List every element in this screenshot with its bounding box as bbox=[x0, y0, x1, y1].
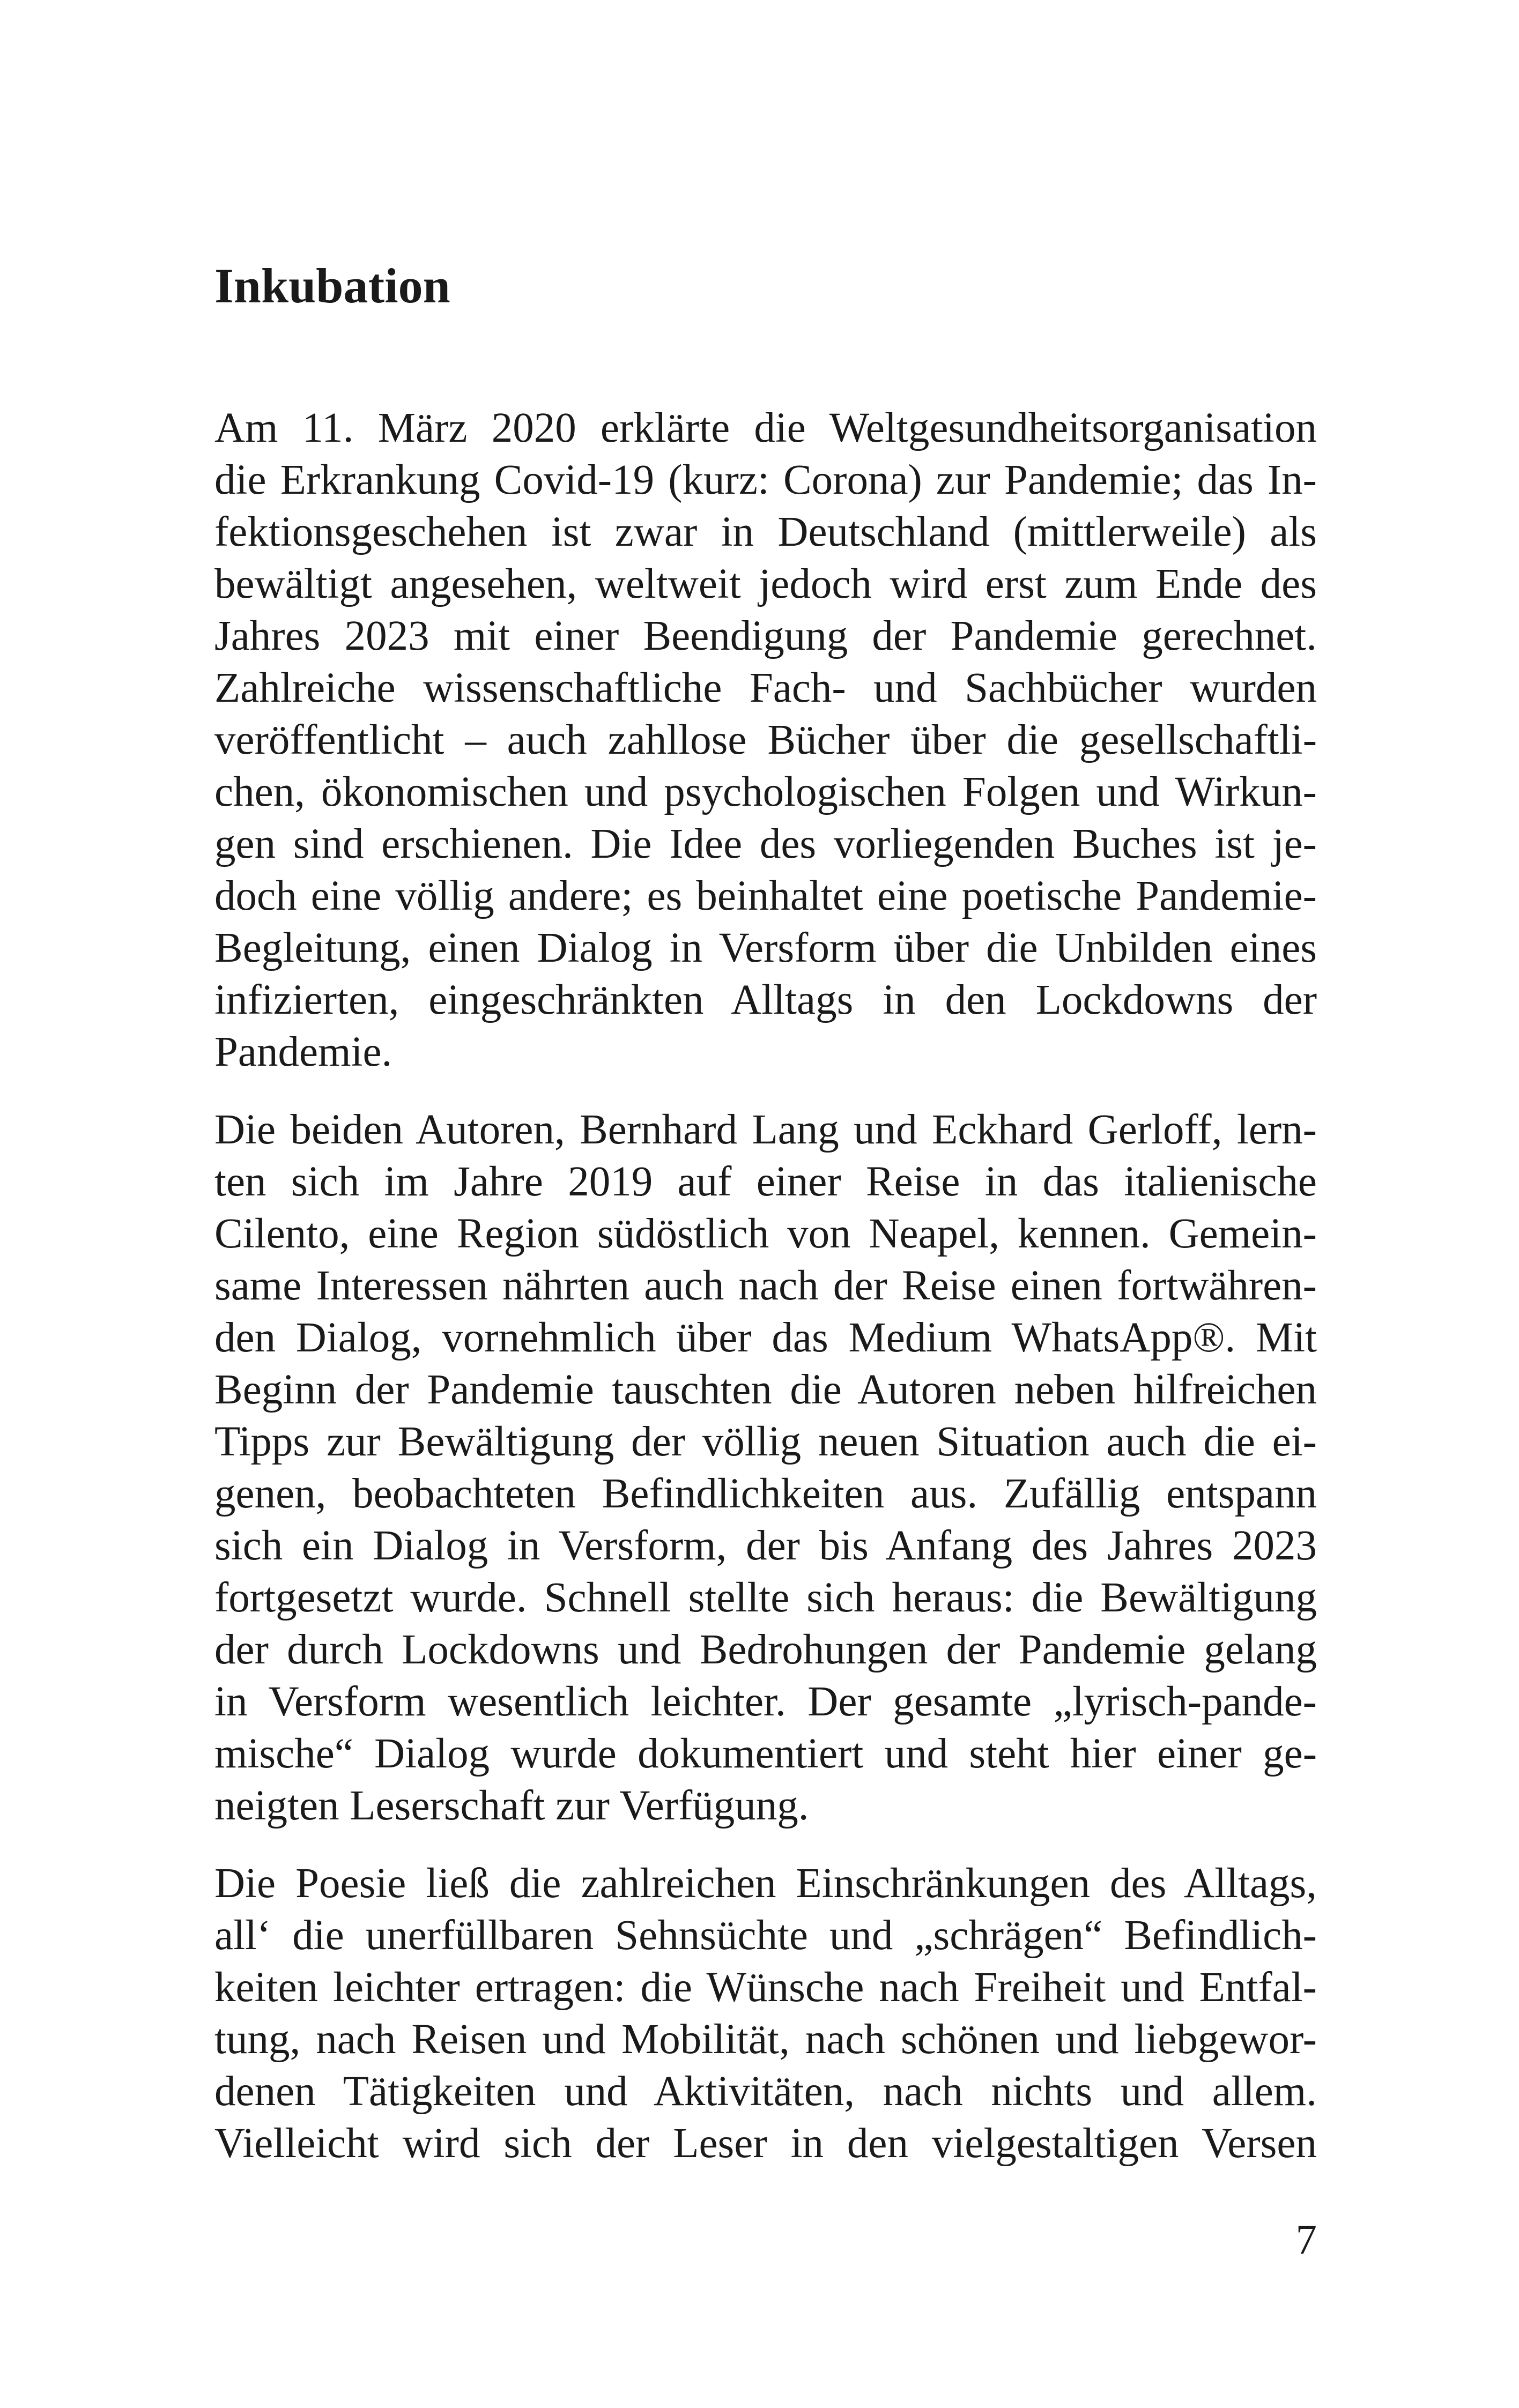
text-line: sich ein Dialog in Versform, der bis Anfang des Jahres 2023 bbox=[214, 1522, 1317, 1569]
text-line: bewältigt angesehen, weltweit jedoch wird erst zum Ende des bbox=[214, 561, 1317, 607]
text-line: Vielleicht wird sich der Leser in den vielgestaltigen Versen bbox=[214, 2120, 1317, 2167]
text-line: Begleitung, einen Dialog in Versform über die Unbilden eines bbox=[214, 925, 1317, 971]
paragraph-1 bbox=[214, 402, 1317, 1078]
text-line: fektionsgeschehen ist zwar in Deutschland (mittlerweile) als bbox=[214, 509, 1317, 555]
text-line: den Dialog, vornehmlich über das Medium WhatsApp®. Mit bbox=[214, 1314, 1317, 1361]
paragraph-gap bbox=[214, 1832, 1317, 1857]
text-line: Die beiden Autoren, Bernhard Lang und Eckhard Gerloff, lern- bbox=[214, 1106, 1317, 1153]
text-line: tung, nach Reisen und Mobilität, nach schönen und liebgewor- bbox=[214, 2016, 1317, 2063]
text-line: same Interessen nährten auch nach der Reise einen fortwähren- bbox=[214, 1262, 1317, 1309]
text-line: all‘ die unerfüllbaren Sehnsüchte und „schrägen“ Befindlich- bbox=[214, 1912, 1317, 1959]
text-line: Am 11. März 2020 erklärte die Weltgesundheitsorganisation bbox=[214, 405, 1317, 451]
text-line: Die Poesie ließ die zahlreichen Einschränkungen des Alltags, bbox=[214, 1860, 1317, 1907]
text-line: keiten leichter ertragen: die Wünsche nach Freiheit und Entfal- bbox=[214, 1964, 1317, 2011]
text-line: neigten Leserschaft zur Verfügung. bbox=[214, 1782, 809, 1829]
text-line: veröffentlicht – auch zahllose Bücher über die gesellschaftli- bbox=[214, 717, 1317, 763]
body-text bbox=[214, 402, 1317, 2169]
page-number: 7 bbox=[1295, 2217, 1317, 2263]
text-line: doch eine völlig andere; es beinhaltet eine poetische Pandemie- bbox=[214, 873, 1317, 919]
text-line: denen Tätigkeiten und Aktivitäten, nach nichts und allem. bbox=[214, 2068, 1317, 2115]
text-line: ten sich im Jahre 2019 auf einer Reise in das italienische bbox=[214, 1158, 1317, 1205]
text-line: Tipps zur Bewältigung der völlig neuen Situation auch die ei- bbox=[214, 1418, 1317, 1465]
text-line: Pandemie. bbox=[214, 1029, 392, 1075]
text-line: chen, ökonomischen und psychologischen Folgen und Wirkun- bbox=[214, 769, 1317, 815]
text-line: Jahres 2023 mit einer Beendigung der Pandemie gerechnet. bbox=[214, 613, 1317, 659]
text-line: infizierten, eingeschränkten Alltags in den Lockdowns der bbox=[214, 977, 1317, 1023]
text-line: fortgesetzt wurde. Schnell stellte sich heraus: die Bewältigung bbox=[214, 1574, 1317, 1621]
paragraph-3 bbox=[214, 1857, 1317, 2169]
text-line: Cilento, eine Region südöstlich von Neapel, kennen. Gemein- bbox=[214, 1210, 1317, 1257]
text-line: Beginn der Pandemie tauschten die Autoren neben hilfreichen bbox=[214, 1366, 1317, 1413]
text-line: in Versform wesentlich leichter. Der gesamte „lyrisch-pande- bbox=[214, 1678, 1317, 1725]
text-line: genen, beobachteten Befindlichkeiten aus. Zufällig entspann bbox=[214, 1470, 1317, 1517]
text-line: die Erkrankung Covid-19 (kurz: Corona) zur Pandemie; das In- bbox=[214, 457, 1317, 503]
paragraph-2 bbox=[214, 1104, 1317, 1832]
text-line: Zahlreiche wissenschaftliche Fach- und Sachbücher wurden bbox=[214, 665, 1317, 711]
text-line: mische“ Dialog wurde dokumentiert und steht hier einer ge- bbox=[214, 1730, 1317, 1777]
paragraph-gap bbox=[214, 1078, 1317, 1104]
text-line: der durch Lockdowns und Bedrohungen der Pandemie gelang bbox=[214, 1626, 1317, 1673]
text-line: gen sind erschienen. Die Idee des vorliegenden Buches ist je- bbox=[214, 821, 1317, 867]
chapter-title: Inkubation bbox=[214, 258, 450, 313]
